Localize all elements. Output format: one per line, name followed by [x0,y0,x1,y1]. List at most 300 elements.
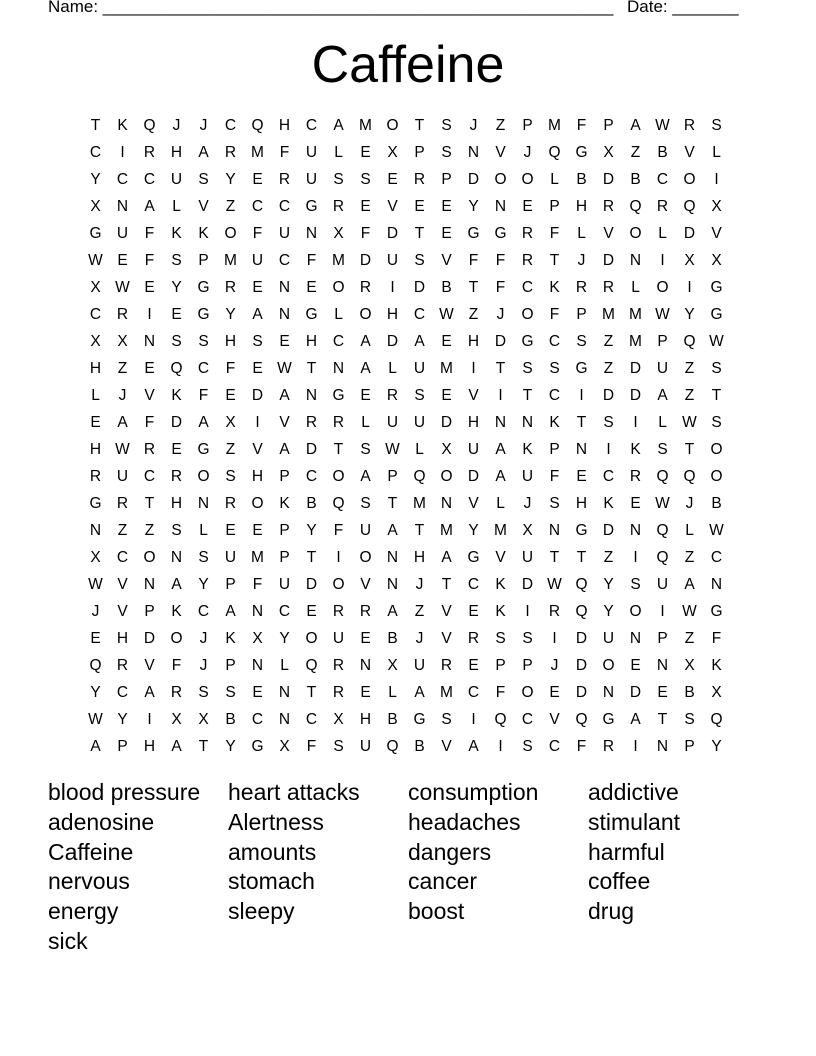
grid-letter: J [523,495,532,512]
grid-letter: O [629,603,642,620]
grid-letter: E [225,522,236,539]
grid-letter: R [224,495,237,512]
grid-letter: D [602,522,615,539]
grid-letter: V [441,738,452,755]
grid-letter: R [170,468,183,485]
grid-letter: O [305,630,318,647]
grid-letter: S [711,414,722,431]
grid-letter: A [333,117,344,134]
word-list-item: drug [588,898,635,925]
grid-letter: T [576,549,587,566]
grid-letter: N [251,603,264,620]
grid-letter: X [333,225,344,242]
grid-letter: G [467,225,480,242]
grid-letter: V [711,225,722,242]
grid-letter: O [521,306,534,323]
grid-letter: C [332,333,345,350]
grid-letter: R [332,684,345,701]
grid-letter: F [144,414,155,431]
grid-letter: H [89,441,102,458]
grid-letter: I [606,441,611,458]
grid-letter: E [657,684,668,701]
grid-letter: N [170,549,183,566]
grid-letter: R [359,603,372,620]
grid-letter: E [306,279,317,296]
grid-letter: U [278,225,291,242]
grid-letter: I [687,279,692,296]
grid-letter: F [495,684,506,701]
grid-letter: H [467,414,480,431]
grid-letter: T [468,279,479,296]
grid-letter: N [89,522,102,539]
grid-letter: H [170,144,183,161]
word-list-item: Alertness [228,808,324,835]
grid-letter: B [387,630,398,647]
grid-letter: K [279,495,290,512]
grid-letter: I [471,711,476,728]
grid-letter: C [143,468,156,485]
grid-letter: S [522,630,533,647]
grid-letter: R [278,171,291,188]
grid-letter: X [684,252,695,269]
grid-letter: Q [629,198,642,215]
grid-letter: A [468,738,479,755]
grid-letter: L [496,495,505,512]
grid-letter: Z [630,144,641,161]
word-list-item: headaches [408,808,521,835]
grid-letter: X [279,738,290,755]
grid-letter: E [360,198,371,215]
grid-letter: D [575,684,588,701]
grid-letter: M [629,333,642,350]
grid-letter: X [441,441,452,458]
grid-letter: U [332,630,345,647]
grid-letter: I [147,711,152,728]
grid-letter: E [252,279,263,296]
grid-letter: Q [575,576,588,593]
grid-letter: B [225,711,236,728]
grid-letter: G [413,711,426,728]
grid-letter: A [495,441,506,458]
grid-letter: Z [225,198,236,215]
grid-letter: N [440,495,453,512]
grid-letter: A [144,684,155,701]
grid-letter: P [414,144,425,161]
grid-letter: W [709,333,724,350]
grid-letter: E [171,441,182,458]
grid-letter: M [440,522,453,539]
grid-letter: Y [90,171,101,188]
grid-letter: G [575,522,588,539]
grid-letter: K [522,441,533,458]
grid-letter: M [602,306,615,323]
grid-letter: D [629,684,642,701]
grid-letter: G [197,306,210,323]
grid-letter: G [305,198,318,215]
grid-letter: U [386,252,399,269]
grid-letter: R [170,684,183,701]
grid-letter: F [306,252,317,269]
grid-letter: F [495,279,506,296]
grid-letter: P [225,576,236,593]
grid-letter: U [386,414,399,431]
grid-letter: L [577,225,586,242]
grid-letter: U [359,738,372,755]
grid-letter: Q [251,117,264,134]
grid-letter: T [387,495,398,512]
grid-letter: V [441,630,452,647]
grid-letter: N [521,414,534,431]
grid-letter: X [90,279,101,296]
grid-letter: H [224,333,237,350]
grid-letter: J [172,117,181,134]
grid-letter: E [144,360,155,377]
word-list [48,777,768,956]
grid-letter: F [468,252,479,269]
grid-letter: A [171,738,182,755]
grid-letter: R [116,495,129,512]
grid-letter: L [334,144,343,161]
grid-letter: A [225,603,236,620]
grid-letter: N [629,630,642,647]
grid-letter: A [441,549,452,566]
grid-letter: J [118,387,127,404]
grid-letter: O [332,576,345,593]
grid-letter: K [711,657,722,674]
grid-letter: W [439,306,454,323]
grid-letter: U [656,576,669,593]
grid-letter: R [143,144,156,161]
grid-letter: P [603,117,614,134]
grid-letter: I [390,279,395,296]
grid-letter: S [360,441,371,458]
grid-letter: F [549,306,560,323]
grid-letter: G [332,387,345,404]
grid-letter: U [413,360,426,377]
grid-letter: I [552,630,557,647]
grid-letter: L [280,657,289,674]
grid-letter: F [279,144,290,161]
grid-letter: S [171,252,182,269]
grid-letter: Y [225,171,236,188]
grid-letter: O [710,468,723,485]
grid-letter: X [684,657,695,674]
grid-letter: M [440,360,453,377]
grid-letter: Z [495,117,506,134]
grid-letter: Z [144,522,155,539]
grid-letter: O [359,549,372,566]
grid-letter: C [467,576,480,593]
grid-letter: V [279,414,290,431]
grid-letter: F [306,738,317,755]
grid-letter: W [682,414,697,431]
grid-letter: W [709,522,724,539]
grid-letter: N [278,711,291,728]
grid-letter: L [199,522,208,539]
grid-letter: Z [684,630,695,647]
grid-letter: D [305,576,318,593]
grid-letter: Y [198,576,209,593]
grid-letter: E [630,657,641,674]
grid-letter: Z [117,360,128,377]
grid-letter: M [548,117,561,134]
grid-letter: P [684,738,695,755]
grid-letter: A [117,414,128,431]
grid-letter: O [332,279,345,296]
grid-letter: C [197,360,210,377]
grid-letter: W [88,711,103,728]
grid-letter: W [655,306,670,323]
grid-letter: C [305,117,318,134]
grid-letter: R [575,279,588,296]
grid-letter: D [602,387,615,404]
grid-letter: C [413,306,426,323]
grid-letter: W [277,360,292,377]
grid-letter: E [360,144,371,161]
grid-letter: D [629,387,642,404]
grid-letter: I [660,603,665,620]
grid-letter: V [117,576,128,593]
grid-letter: L [91,387,100,404]
grid-letter: E [576,468,587,485]
grid-letter: K [495,576,506,593]
grid-letter: H [116,630,129,647]
grid-letter: P [441,171,452,188]
grid-letter: W [682,603,697,620]
grid-letter: M [629,306,642,323]
grid-letter: Q [683,198,696,215]
grid-letter: D [251,387,264,404]
grid-letter: D [386,333,399,350]
grid-letter: S [360,171,371,188]
grid-letter: R [683,117,696,134]
word-list-item: harmful [588,838,665,865]
grid-letter: X [198,711,209,728]
grid-letter: G [251,738,264,755]
grid-letter: T [549,549,560,566]
grid-letter: E [441,198,452,215]
grid-letter: A [630,117,641,134]
grid-letter: A [90,738,101,755]
grid-letter: G [197,441,210,458]
grid-letter: Q [548,144,561,161]
grid-letter: X [522,522,533,539]
grid-letter: O [602,657,615,674]
grid-letter: H [143,738,156,755]
grid-letter: A [198,414,209,431]
grid-letter: V [603,225,614,242]
grid-letter: U [413,657,426,674]
grid-letter: N [143,576,156,593]
grid-letter: G [602,711,615,728]
grid-letter: V [198,198,209,215]
grid-letter: G [89,225,102,242]
grid-letter: X [90,333,101,350]
grid-letter: Y [468,198,479,215]
grid-letter: T [414,225,425,242]
grid-letter: Y [117,711,128,728]
grid-letter: E [306,603,317,620]
grid-letter: J [91,603,100,620]
grid-letter: X [711,252,722,269]
grid-letter: R [116,657,129,674]
grid-letter: E [441,387,452,404]
grid-letter: O [359,306,372,323]
grid-letter: A [360,333,371,350]
grid-letter: I [498,738,503,755]
grid-letter: B [576,171,587,188]
grid-letter: L [658,225,667,242]
grid-letter: E [360,630,371,647]
grid-letter: S [441,144,452,161]
grid-letter: D [386,225,399,242]
grid-letter: Q [494,711,507,728]
grid-letter: T [306,684,317,701]
grid-letter: C [278,603,291,620]
grid-letter: O [656,279,669,296]
grid-letter: C [467,684,480,701]
grid-letter: G [575,144,588,161]
grid-letter: G [89,495,102,512]
grid-letter: M [359,117,372,134]
grid-letter: Y [603,576,614,593]
grid-letter: P [549,441,560,458]
grid-letter: O [494,171,507,188]
grid-letter: O [170,630,183,647]
word-list-item: amounts [228,838,317,865]
grid-letter: G [494,225,507,242]
word-list-item: stomach [228,868,315,895]
grid-letter: Z [603,360,614,377]
grid-letter: T [90,117,101,134]
word-list-item: nervous [48,868,130,895]
grid-letter: G [467,549,480,566]
word-list-item: Caffeine [48,838,134,865]
grid-letter: T [495,360,506,377]
grid-letter: J [550,657,559,674]
grid-letter: K [171,603,182,620]
grid-letter: O [332,468,345,485]
grid-letter: G [197,279,210,296]
grid-letter: F [360,225,371,242]
grid-letter: D [683,225,696,242]
grid-letter: Q [89,657,102,674]
grid-letter: V [684,144,695,161]
grid-letter: L [388,684,397,701]
grid-letter: M [494,522,507,539]
grid-letter: K [630,441,641,458]
grid-letter: J [496,306,505,323]
grid-letter: T [711,387,722,404]
grid-letter: B [711,495,722,512]
word-list-item: sleepy [228,898,295,925]
grid-letter: Z [684,360,695,377]
grid-letter: Q [683,333,696,350]
grid-letter: S [441,711,452,728]
grid-letter: G [521,333,534,350]
grid-letter: I [633,549,638,566]
grid-letter: X [387,657,398,674]
grid-letter: A [198,144,209,161]
grid-letter: V [387,198,398,215]
grid-letter: C [602,468,615,485]
word-list-item: sick [48,927,88,954]
grid-letter: A [144,198,155,215]
grid-letter: N [386,576,399,593]
grid-letter: S [441,117,452,134]
grid-letter: F [576,738,587,755]
grid-letter: U [305,171,318,188]
grid-letter: U [224,549,237,566]
grid-letter: X [117,333,128,350]
grid-letter: C [116,171,129,188]
grid-letter: S [225,468,236,485]
grid-letter: V [360,576,371,593]
grid-letter: Q [710,711,723,728]
grid-letter: Z [414,603,425,620]
grid-letter: N [278,306,291,323]
grid-letter: F [333,522,344,539]
grid-letter: I [714,171,719,188]
grid-letter: V [468,387,479,404]
grid-letter: A [657,387,668,404]
grid-letter: V [117,603,128,620]
grid-letter: Z [684,549,695,566]
grid-letter: U [521,468,534,485]
grid-letter: N [305,387,318,404]
grid-letter: W [547,576,562,593]
grid-letter: A [252,306,263,323]
grid-letter: E [252,684,263,701]
grid-letter: A [279,441,290,458]
grid-letter: Y [711,738,722,755]
grid-letter: R [602,198,615,215]
grid-letter: Z [603,549,614,566]
grid-letter: I [525,603,530,620]
grid-letter: L [361,414,370,431]
grid-letter: U [521,549,534,566]
grid-letter: E [468,603,479,620]
grid-letter: P [522,117,533,134]
grid-letter: N [629,252,642,269]
grid-letter: K [171,387,182,404]
grid-letter: C [143,171,156,188]
grid-letter: S [414,387,425,404]
grid-letter: G [710,279,723,296]
grid-letter: C [116,684,129,701]
grid-letter: G [305,306,318,323]
grid-letter: F [144,225,155,242]
grid-letter: V [144,387,155,404]
grid-letter: V [495,144,506,161]
grid-letter: C [224,117,237,134]
grid-letter: H [251,468,264,485]
grid-letter: J [415,630,424,647]
grid-letter: S [198,684,209,701]
grid-letter: K [603,495,614,512]
grid-letter: B [387,711,398,728]
grid-letter: P [198,252,209,269]
grid-letter: A [279,387,290,404]
grid-letter: E [90,414,101,431]
grid-letter: I [633,414,638,431]
grid-letter: S [198,171,209,188]
grid-letter: N [467,144,480,161]
grid-letter: Q [170,360,183,377]
grid-letter: H [413,549,426,566]
grid-letter: Z [117,522,128,539]
grid-letter: X [171,711,182,728]
